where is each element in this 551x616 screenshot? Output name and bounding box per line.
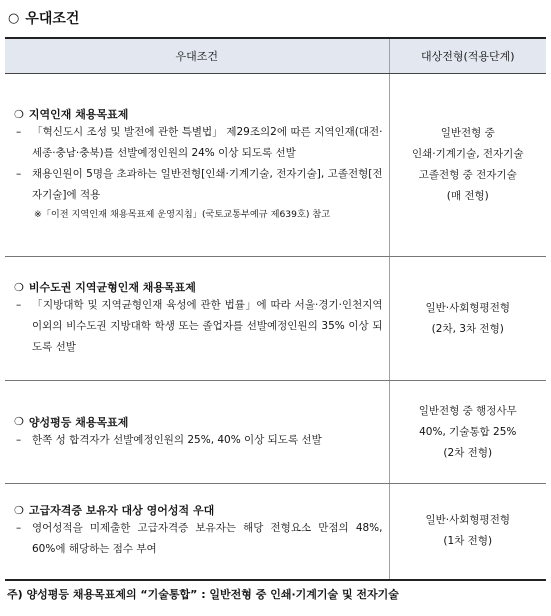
item-text: 「지방대학 및 지역균형인재 육성에 관한 법률」에 따라 서울·경기·인천지역 이외의 비수도권 지방대학 학생 또는 졸업자를 선발예정인원의 35% 이상 되도록 선발: [32, 299, 383, 353]
target-line: 일반전형 중: [440, 127, 495, 139]
list-item: [14, 164, 383, 206]
item-dash: –: [16, 433, 22, 446]
row-title: [14, 279, 383, 295]
target-line: 고졸전형 중 전자기술: [418, 169, 517, 181]
row-title-text: 고급자격증 보유자 대상 영어성적 우대: [28, 504, 215, 518]
row-title-text: 양성평등 채용목표제: [28, 415, 129, 429]
row-title: [14, 414, 383, 430]
table-row: [5, 484, 546, 580]
target-line: (1차 전형): [443, 535, 493, 548]
list-item: [14, 430, 383, 451]
table-row: [5, 74, 546, 257]
condition-cell: [5, 74, 389, 257]
row-title: [14, 106, 383, 122]
list-item: [14, 295, 383, 358]
condition-cell: [5, 484, 389, 580]
target-line: 인쇄·기계기술, 전자기술: [412, 148, 524, 160]
list-item: [14, 122, 383, 164]
target-line: 일반·사회형평전형: [425, 301, 510, 314]
target-cell: [389, 484, 546, 580]
table-header-row: [5, 38, 546, 74]
preference-table: [5, 37, 546, 581]
header-target: 대상전형(적용단계): [389, 38, 546, 74]
item-text: 「혁신도시 조성 및 발전에 관한 특별법」 제29조의2에 따른 지역인재(대전·세종·충남·충북)를 선발예정인원의 24% 이상 되도록 선발: [32, 126, 383, 159]
target-cell: [389, 74, 546, 257]
item-dash: –: [16, 522, 22, 535]
row-title: [14, 502, 383, 518]
target-line: 40%, 기술통합 25%: [419, 425, 517, 438]
target-cell: [389, 381, 546, 484]
table-row: [5, 257, 546, 381]
row-bullet: ❍: [14, 280, 24, 294]
condition-cell: [5, 257, 389, 381]
row-bullet: ❍: [14, 107, 24, 121]
condition-cell: [5, 381, 389, 484]
section-heading: [8, 6, 79, 30]
footnote: 주) 양성평등 채용목표제의 “기술통합” : 일반전형 중 인쇄·기계기술 및 전자기술: [7, 588, 399, 601]
item-text: 한쪽 성 합격자가 선발예정인원의 25%, 40% 이상 되도록 선발: [32, 433, 322, 446]
table-row: [5, 381, 546, 484]
target-line: (2차 전형): [443, 446, 493, 459]
item-text: 채용인원이 5명을 초과하는 일반전형[인쇄·기계기술, 전자기술], 고졸전형[전자기술]에 적용: [32, 168, 383, 201]
item-text: 영어성적을 미제출한 고급자격증 보유자는 해당 전형요소 만점의 48%, 60%에 해당하는 점수 부여: [32, 522, 383, 556]
row-title-text: 비수도권 지역균형인재 채용목표제: [28, 281, 196, 294]
item-dash: –: [16, 299, 22, 311]
item-dash: –: [16, 168, 22, 180]
target-line: 일반·사회형평전형: [425, 514, 510, 527]
row-bullet: ❍: [14, 503, 24, 517]
target-line: (매 전형): [446, 190, 489, 202]
list-item: [14, 518, 383, 560]
reference-note: ※「이전 지역인재 채용목표제 운영지침」(국토교통부예규 제639호) 참고: [34, 209, 331, 220]
row-title-text: 지역인재 채용목표제: [28, 108, 129, 121]
target-cell: [389, 257, 546, 381]
target-line: (2차, 3차 전형): [431, 322, 504, 335]
header-condition: 우대조건: [5, 38, 389, 74]
heading-title: 우대조건: [25, 11, 80, 27]
item-dash: –: [16, 126, 22, 138]
heading-marker: ○: [8, 10, 20, 26]
row-bullet: ❍: [14, 415, 24, 428]
target-line: 일반전형 중 행정사무: [418, 404, 517, 417]
